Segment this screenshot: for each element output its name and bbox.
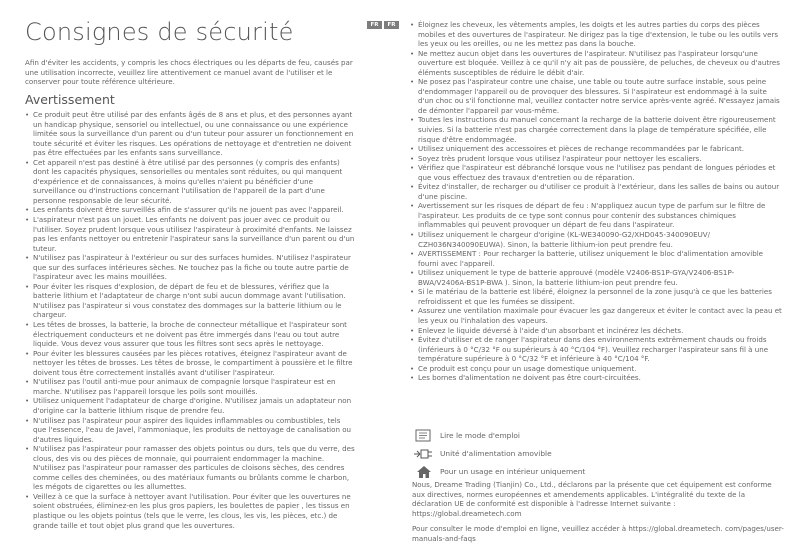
list-item: • Assurez une ventilation maximale pour évacuer les gaz dangereux et éviter le contact avec la peau et les yeux ou l'inhalation des vapeurs.: [410, 306, 782, 325]
list-item: • Pour éviter les blessures causées par les pièces rotatives, éteignez l'aspirateur avant de nettoyer les têtes de brosses. Les têtes de brosse, le compartiment à poussière et le filtre doivent tous être correctement installés avant d'utiliser l'aspirateur.: [25, 349, 355, 378]
footer: [412, 480, 784, 543]
warning-heading: Avertissement: [25, 92, 115, 107]
online-manual-note: Pour consulter le mode d'emploi en ligne, veuillez accéder à https://global.dreametech. com/pages/user-manuals-and-faqs: [412, 524, 784, 543]
list-item: • N'utilisez pas l'aspirateur pour ramasser des objets pointus ou durs, tels que du verre, des clous, des vis ou des pièces de monnaie, qui pourraient endommager la machine. N'utilisez pas l'aspirateur pour ramasser des particules de cloisons sèches, des cendres comme celles des cheminées, ou des matériaux fumants ou brûlants comme le charbon, les mégots de cigarettes ou les allumettes.: [25, 444, 355, 492]
list-item: • Ne mettez aucun objet dans les ouvertures de l'aspirateur. N'utilisez pas l'aspirateur lorsqu'une ouverture est bloquée. Veillez à ce qu'il n'y ait pas de poussière, de peluches, de cheveux ou d'autres éléments susceptibles de réduire le débit d'air.: [410, 49, 782, 78]
list-item: • Ce produit peut être utilisé par des enfants âgés de 8 ans et plus, et des personnes ayant un handicap physique, sensoriel ou intellectuel, ou une connaissance ou une expérience limitée sous la surveillance d'un parent ou d'un tuteur pour assurer un fonctionnement en toute sécurité et éviter les risques. Les opérations de nettoyage et d'entretien ne doivent pas être effectuées par les enfants sans surveillance.: [25, 110, 355, 158]
page-title: Consignes de sécurité: [25, 18, 294, 46]
list-item: • Ce produit est conçu pour un usage domestique uniquement.: [410, 364, 782, 374]
conformity-declaration: Nous, Dreame Trading (Tianjin) Co., Ltd., déclarons par la présente que cet équipement est conforme aux directives, normes européennes et amendements applicables. L'intégralité du texte de la déclaration UE de conformité est disponible à l'adresse Internet suivante : https://global.dreametech.com: [412, 480, 772, 518]
list-item: • Utilisez uniquement l'adaptateur de charge d'origine. N'utilisez jamais un adaptateur non d'origine car la batterie lithium risque de prendre feu.: [25, 396, 355, 415]
list-item: • N'utilisez pas l'aspirateur à l'extérieur ou sur des surfaces humides. N'utilisez l'aspirateur que sur des surfaces intérieures sèches. Ne touchez pas la fiche ou toute autre partie de l'aspirateur avec les mains mouillées.: [25, 253, 355, 282]
legend-row: [412, 428, 784, 444]
list-item: • Soyez très prudent lorsque vous utilisez l'aspirateur pour nettoyer les escaliers.: [410, 154, 782, 164]
legend-text: Unité d'alimentation amovible: [440, 449, 552, 458]
legend-row: [412, 446, 784, 462]
language-tags: [367, 21, 399, 29]
intro-text: Afin d'éviter les accidents, y compris les chocs électriques ou les départs de feu, causés par une utilisation incorrecte, veuillez lire attentivement ce manuel avant de l'utiliser et le conserver pour toute référence ultérieure.: [25, 58, 353, 87]
list-item: • N'utilisez pas l'outil anti-mue pour animaux de compagnie lorsque l'aspirateur est en marche. N'utilisez pas l'appareil lorsque les poils sont mouillés.: [25, 377, 355, 396]
symbol-legend: [412, 428, 784, 482]
legend-text: Lire le mode d'emploi: [440, 431, 520, 440]
list-item: • Utilisez uniquement des accessoires et pièces de rechange recommandées par le fabricant.: [410, 144, 782, 154]
list-item: • Éloignez les cheveux, les vêtements amples, les doigts et les autres parties du corps des pièces mobiles et des ouvertures de l'aspirateur. Ne dirigez pas la tige d'extension, le tube ou les outils vers les yeux ou les oreilles, ou ne les mettez pas dans la bouche.: [410, 20, 782, 49]
list-item: • Utilisez uniquement le type de batterie approuvé (modèle V2406-BS1P-GYA/V2406-BS1P-BWA/V2406A-BS1P-BWA ). Sinon, la batterie lithium-ion peut prendre feu.: [410, 268, 782, 287]
list-item: • Toutes les instructions du manuel concernant la recharge de la batterie doivent être rigoureusement suivies. Si la batterie n'est pas chargée correctement dans la plage de température spécifiée, elle risque d'être endommagée.: [410, 115, 782, 144]
legend-text: Pour un usage en intérieur uniquement: [440, 467, 586, 476]
list-item: • Évitez d'utiliser et de ranger l'aspirateur dans des environnements extrêmement chauds ou froids (inférieurs à 0 °C/32 °F ou supérieurs à 40 °C/104 °F). Veuillez recharger l'aspirateur sans fil à une température supérieure à 0 °C/32 °F et inférieure à 40 °C/104 °F.: [410, 335, 782, 364]
list-item: • Veillez à ce que la surface à nettoyer avant l'utilisation. Pour éviter que les ouvertures ne soient obstruées, éliminez-en les plus gros papiers, les boulettes de papier , les tissus en plastique ou les objets pointus (tels que le verre, les clous, les vis, les pièces, etc.) de grande taille et tout objet plus grand que les ouvertures.: [25, 492, 355, 530]
list-item: • L'aspirateur n'est pas un jouet. Les enfants ne doivent pas jouer avec ce produit ou l'utiliser. Soyez prudent lorsque vous utilisez l'aspirateur à proximité d'enfants. Ne laissez pas les enfants nettoyer ou entretenir l'aspirateur sans la surveillance d'un parent ou d'un tuteur.: [25, 215, 355, 253]
list-item: • Évitez d'installer, de recharger ou d'utiliser ce produit à l'extérieur, dans les salles de bains ou autour d'une piscine.: [410, 182, 782, 201]
detachable-power-unit-icon: [414, 447, 434, 459]
list-item: • Utilisez uniquement le chargeur d'origine (KL-WE340090-G2/XHD045-340090EUV/ CZH036N340090EUWA). Sinon, la batterie lithium-ion peut prendre feu.: [410, 230, 782, 249]
list-item: • Les bornes d'alimentation ne doivent pas être court-circuitées.: [410, 373, 782, 383]
indoor-house-icon: [414, 465, 434, 477]
left-warning-list: [25, 110, 355, 530]
language-tag: FR: [384, 21, 399, 29]
list-item: • Ne posez pas l'aspirateur contre une chaise, une table ou toute autre surface instable, sous peine d'endommager l'appareil ou de provoquer des blessures. Si l'aspirateur est endommagé à la suite d'un choc ou s'il fonctionne mal, veuillez contacter notre service après-vente agréé. N'essayez jamais de démonter l'appareil par vous-même.: [410, 77, 782, 115]
list-item: • Enlevez le liquide déversé à l'aide d'un absorbant et incinérez les déchets.: [410, 326, 782, 336]
language-tag: FR: [367, 21, 382, 29]
legend-row: [412, 464, 784, 480]
list-item: • Avertissement sur les risques de départ de feu : N'appliquez aucun type de parfum sur le filtre de l'aspirateur. Les produits de ce type sont connus pour contenir des substances chimiques inflammables qui peuvent provoquer un départ de feu dans l'aspirateur.: [410, 201, 782, 230]
list-item: • Vérifiez que l'aspirateur est débranché lorsque vous ne l'utilisez pas pendant de longues périodes et que vous effectuez des travaux d'entretien ou de réparation.: [410, 163, 782, 182]
list-item: • Pour éviter les risques d'explosion, de départ de feu et de blessures, vérifiez que la batterie lithium et l'adaptateur de charge n'ont subi aucun dommage avant l'utilisation. N'utilisez pas l'aspirateur si vous constatez des dommages sur la batterie lithium ou le chargeur.: [25, 282, 355, 320]
right-warning-list: [410, 20, 782, 383]
list-item: • Cet appareil n'est pas destiné à être utilisé par des personnes (y compris des enfants) dont les capacités physiques, sensorielles ou mentales sont réduites, ou qui manquent d'expérience et de connaissances, à moins qu'elles n'aient pu bénéficier d'une surveillance ou d'instructions concernant l'utilisation de l'appareil de la part d'une personne responsable de leur sécurité.: [25, 158, 355, 206]
list-item: • Les enfants doivent être surveillés afin de s'assurer qu'ils ne jouent pas avec l'appareil.: [25, 205, 355, 215]
list-item: • Les têtes de brosses, la batterie, la broche de connecteur métallique et l'aspirateur sont électriquement conducteurs et ne doivent pas être immergés dans l'eau ou tout autre liquide. Vous devez vous assurer que tous les filtres sont secs après le nettoyage.: [25, 320, 355, 349]
manual-book-icon: [414, 429, 434, 441]
list-item: • N'utilisez pas l'aspirateur pour aspirer des liquides inflammables ou combustibles, tels que l'essence, l'eau de Javel, l'ammoniaque, les produits de nettoyage de canalisation ou d'autres liquides.: [25, 416, 355, 445]
list-item: • AVERTISSEMENT : Pour recharger la batterie, utilisez uniquement le bloc d'alimentation amovible fourni avec l'appareil.: [410, 249, 782, 268]
list-item: • Si le matériau de la batterie est libéré, éloignez la personnel de la zone jusqu'à ce que les batteries refroidissent et que les fumées se dissipent.: [410, 287, 782, 306]
